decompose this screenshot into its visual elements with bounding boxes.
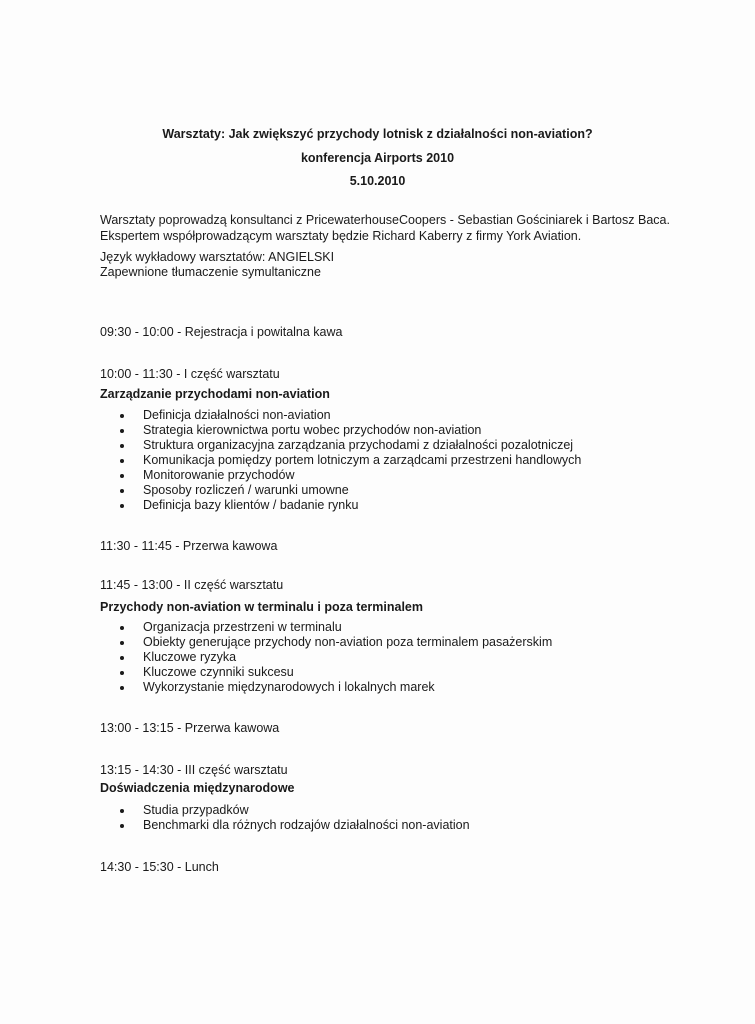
part2-list	[100, 620, 552, 695]
list-item: Monitorowanie przychodów	[100, 468, 581, 483]
list-item: Kluczowe czynniki sukcesu	[100, 665, 552, 680]
part3-time: 13:15 - 14:30 - III część warsztatu	[100, 763, 288, 777]
part3-list	[100, 803, 470, 833]
part1-list	[100, 408, 581, 513]
conference-date: 5.10.2010	[349, 174, 406, 188]
list-item: Definicja działalności non-aviation	[100, 408, 581, 423]
conference-name: konferencja Airports 2010	[300, 151, 455, 165]
part2-time: 11:45 - 13:00 - II część warsztatu	[100, 578, 284, 592]
translation-line: Zapewnione tłumaczenie symultaniczne	[100, 265, 321, 279]
list-item: Komunikacja pomiędzy portem lotniczym a zarządcami przestrzeni handlowych	[100, 453, 581, 468]
intro-line-2: Ekspertem współprowadzącym warsztaty będzie Richard Kaberry z firmy York Aviation.	[100, 229, 582, 243]
agenda-registration: 09:30 - 10:00 - Rejestracja i powitalna kawa	[100, 325, 343, 339]
list-item: Organizacja przestrzeni w terminalu	[100, 620, 552, 635]
list-item: Benchmarki dla różnych rodzajów działalności non-aviation	[100, 818, 470, 833]
document-title: Warsztaty: Jak zwiększyć przychody lotnisk z działalności non-aviation?	[162, 127, 593, 141]
list-item: Strategia kierownictwa portu wobec przychodów non-aviation	[100, 423, 581, 438]
list-item: Definicja bazy klientów / badanie rynku	[100, 498, 581, 513]
part1-heading: Zarządzanie przychodami non-aviation	[100, 387, 330, 401]
intro-line-1: Warsztaty poprowadzą konsultanci z PricewaterhouseCoopers - Sebastian Gościniarek i Bartosz Baca.	[100, 213, 670, 227]
list-item: Obiekty generujące przychody non-aviation poza terminalem pasażerskim	[100, 635, 552, 650]
language-line: Język wykładowy warsztatów: ANGIELSKI	[100, 250, 335, 264]
part2-heading: Przychody non-aviation w terminalu i poza terminalem	[100, 600, 423, 614]
list-item: Studia przypadków	[100, 803, 470, 818]
agenda-lunch: 14:30 - 15:30 - Lunch	[100, 860, 219, 874]
part3-heading: Doświadczenia międzynarodowe	[100, 781, 295, 795]
agenda-break-1: 11:30 - 11:45 - Przerwa kawowa	[100, 539, 278, 553]
part1-time: 10:00 - 11:30 - I część warsztatu	[100, 367, 280, 381]
agenda-break-2: 13:00 - 13:15 - Przerwa kawowa	[100, 721, 280, 735]
list-item: Sposoby rozliczeń / warunki umowne	[100, 483, 581, 498]
list-item: Wykorzystanie międzynarodowych i lokalnych marek	[100, 680, 552, 695]
list-item: Struktura organizacyjna zarządzania przychodami z działalności pozalotniczej	[100, 438, 581, 453]
list-item: Kluczowe ryzyka	[100, 650, 552, 665]
